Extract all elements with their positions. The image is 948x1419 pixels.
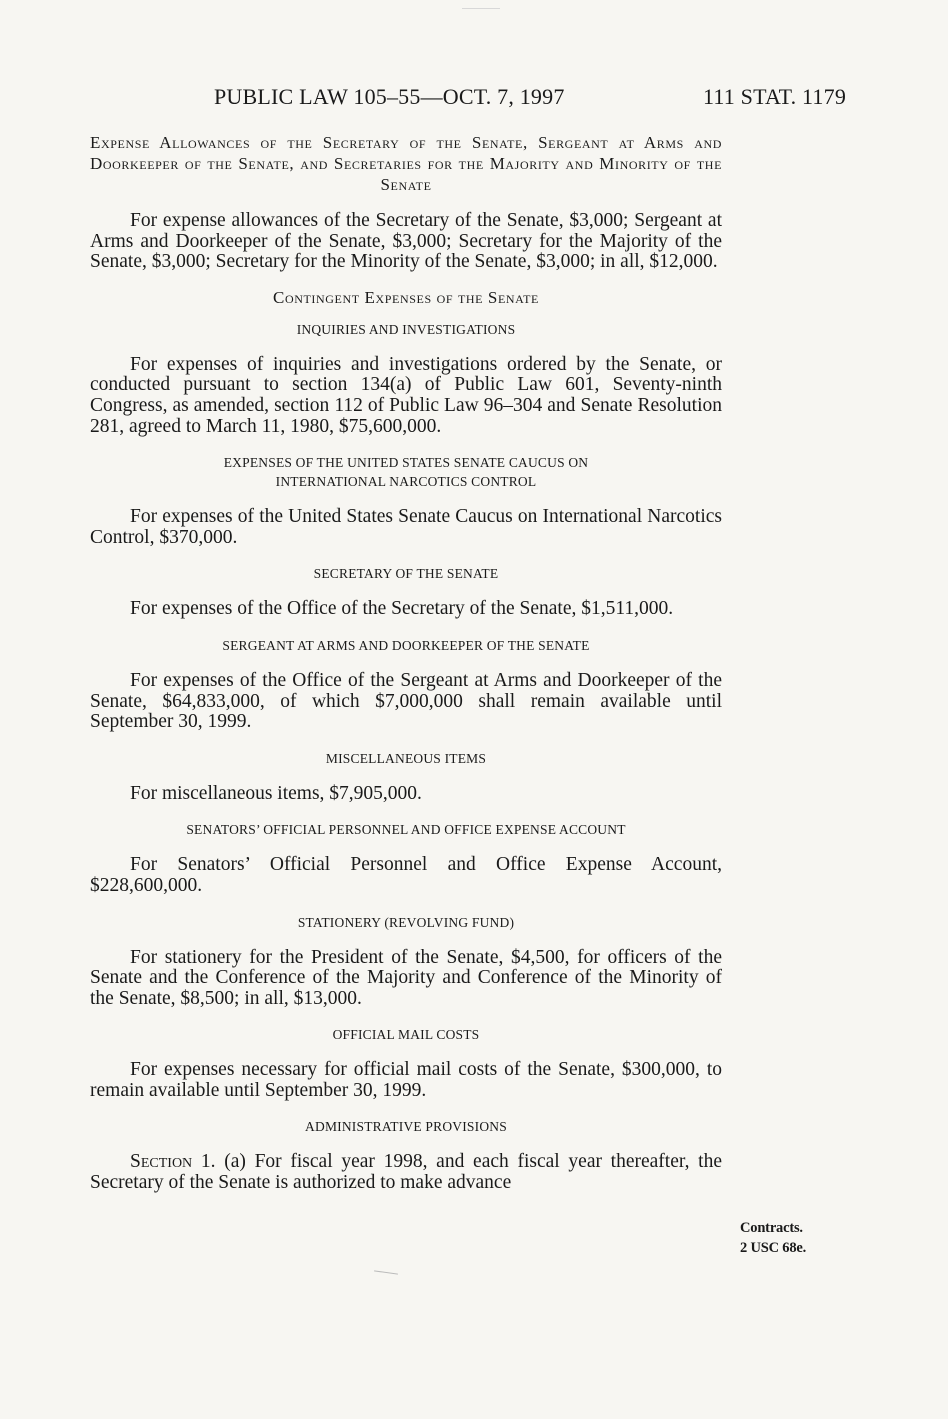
main-text-column [90, 132, 722, 1194]
paragraph-expense-allowances: For expense allowances of the Secretary of the Senate, $3,000; Sergeant at Arms and Doorkeeper of the Senate, $3,000; Secretary for the Majority of the Senate, $3,000; Secretary for the Minority of the Senate, $3,000; in all, $12,000. [90, 210, 722, 273]
heading-inquiries: INQUIRIES AND INVESTIGATIONS [296, 321, 516, 337]
heading-secretary: SECRETARY OF THE SENATE [313, 566, 499, 582]
paragraph-caucus: For expenses of the United States Senate Caucus on International Narcotics Control, $370,000. [90, 506, 722, 548]
heading-sergeant: SERGEANT AT ARMS AND DOORKEEPER OF THE SENATE [222, 637, 590, 653]
page-stat-number: 111 STAT. 1179 [703, 84, 847, 109]
section-label: Section 1. [130, 1151, 216, 1173]
heading-miscellaneous: MISCELLANEOUS ITEMS [325, 750, 487, 766]
heading-caucus-line1: EXPENSES OF THE UNITED STATES SENATE CAUCUS ON [223, 455, 589, 471]
margin-note-usc-citation: 2 USC 68e. [740, 1240, 807, 1256]
paragraph-inquiries: For expenses of inquiries and investigations ordered by the Senate, or conducted pursuant to section 134(a) of Public Law 601, Seventy-ninth Congress, as amended, section 112 of Public Law 96–304 and Senate Resolution 281, agreed to March 11, 1980, $75,600,000. [90, 353, 722, 437]
heading-senators-account: SENATORS’ OFFICIAL PERSONNEL AND OFFICE EXPENSE ACCOUNT [186, 822, 626, 838]
heading-stationery: STATIONERY (REVOLVING FUND) [297, 914, 515, 930]
paragraph-secretary: For expenses of the Office of the Secretary of the Senate, $1,511,000. [130, 598, 674, 620]
paragraph-miscellaneous: For miscellaneous items, $7,905,000. [130, 782, 422, 804]
margin-note-contracts: Contracts. [740, 1220, 803, 1236]
paragraph-mail: For expenses necessary for official mail costs of the Senate, $300,000, to remain available until September 30, 1999. [90, 1059, 722, 1101]
paragraph-administrative [90, 1152, 722, 1193]
paragraph-stationery: For stationery for the President of the Senate, $4,500, for officers of the Senate and the Conference of the Majority and Conference of the Minority of the Senate, $8,500; in all, $13,000. [90, 946, 722, 1009]
scan-artifact-bottom [374, 1270, 398, 1274]
heading-expense-allowances: Expense Allowances of the Secretary of the Senate, Sergeant at Arms and Doorkeeper of the Senate, and Secretaries for the Majority and Minority of the Senate [90, 133, 722, 194]
running-header-title: PUBLIC LAW 105–55—OCT. 7, 1997 [214, 84, 565, 109]
heading-caucus-line2: INTERNATIONAL NARCOTICS CONTROL [275, 474, 537, 490]
section-text: (a) For fiscal year 1998, and each fiscal year thereafter, the Secretary of the Senate is authorized to make advance [90, 1151, 722, 1194]
scan-artifact-top [462, 8, 500, 9]
heading-contingent-expenses: Contingent Expenses of the Senate [273, 287, 539, 307]
heading-mail: OFFICIAL MAIL COSTS [332, 1027, 480, 1043]
heading-administrative: ADMINISTRATIVE PROVISIONS [305, 1119, 507, 1135]
paragraph-sergeant: For expenses of the Office of the Sergeant at Arms and Doorkeeper of the Senate, $64,833,000, of which $7,000,000 shall remain available until September 30, 1999. [90, 669, 722, 733]
heading-caucus [90, 453, 722, 491]
paragraph-senators-account: For Senators’ Official Personnel and Office Expense Account, $228,600,000. [90, 854, 722, 896]
